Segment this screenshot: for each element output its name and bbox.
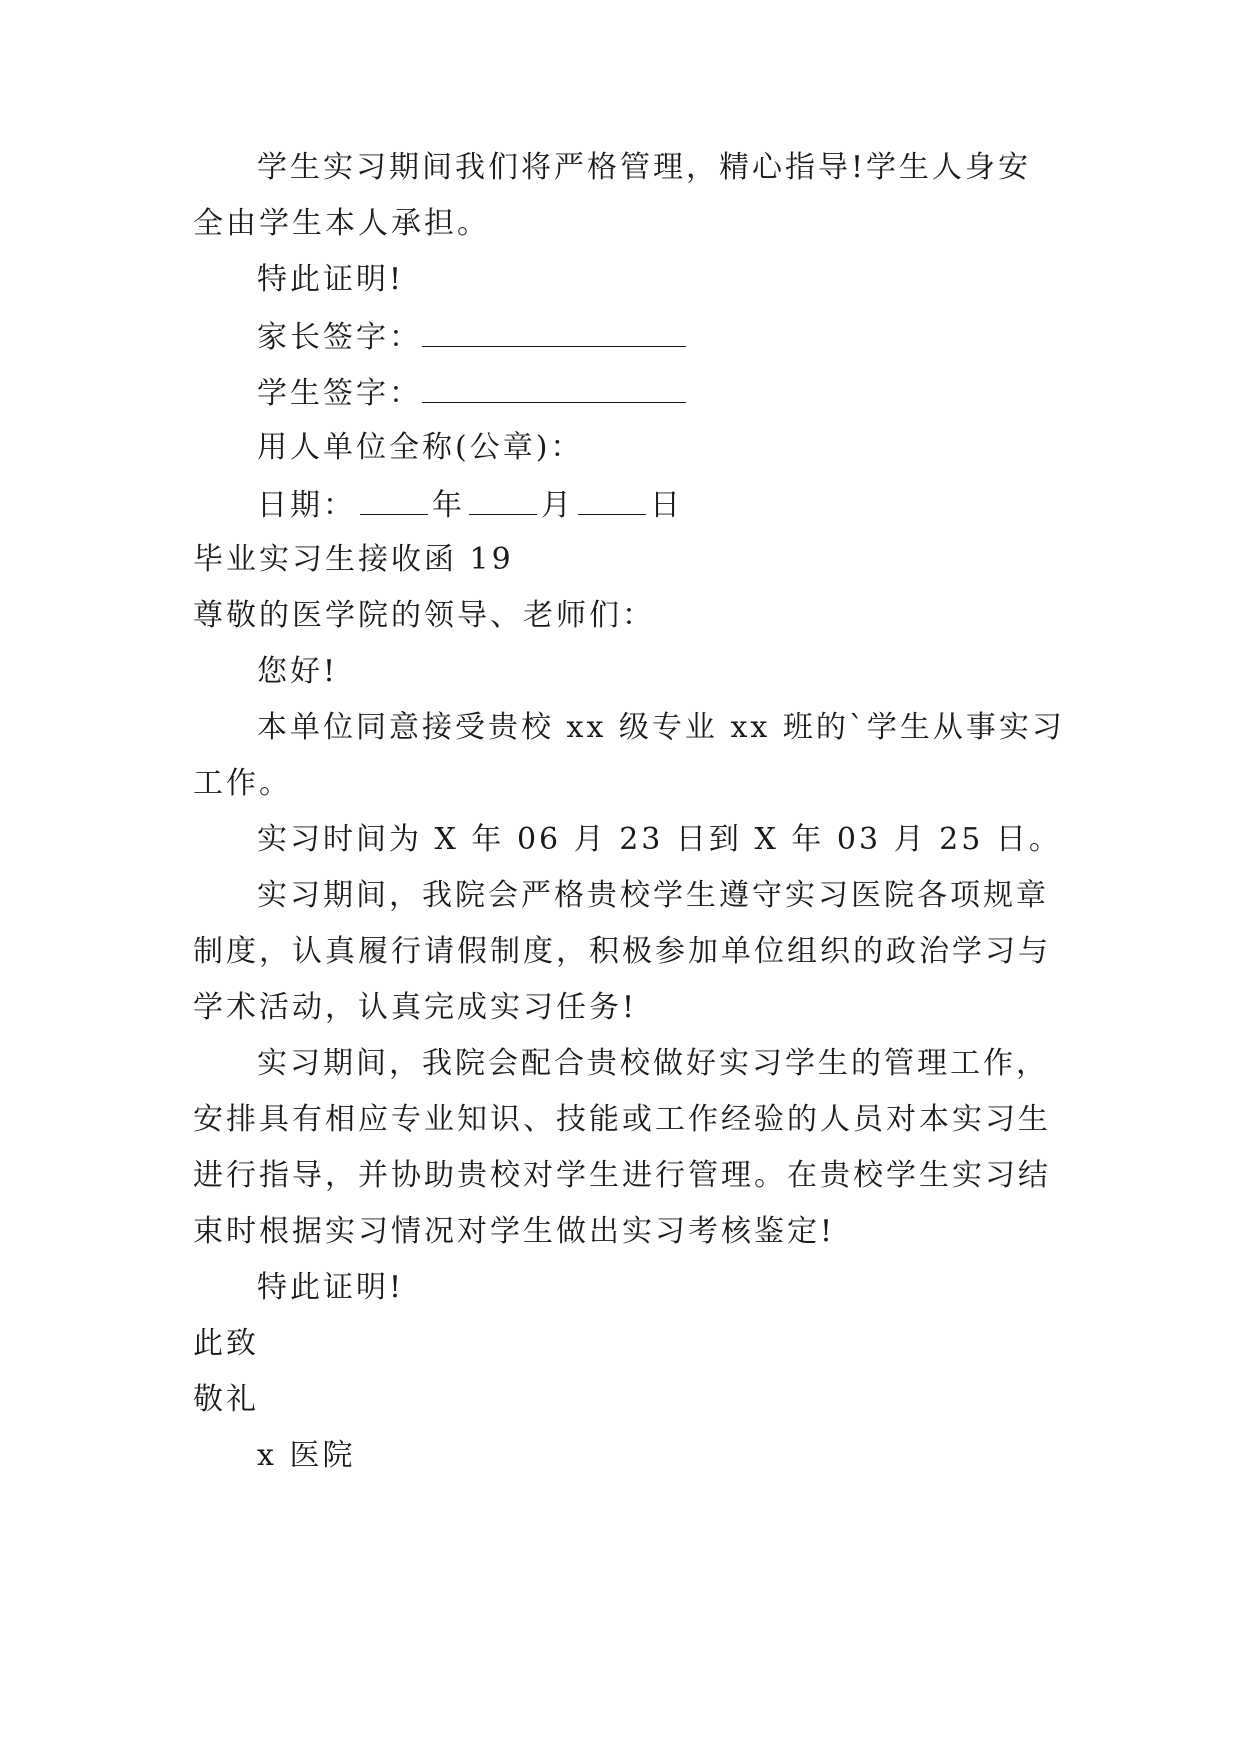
paragraph-line: 本单位同意接受贵校 xx 级专业 xx 班的`学生从事实习 (257, 710, 1065, 745)
date-year-blank (360, 486, 428, 515)
date-month-blank (469, 486, 537, 515)
closing-line: 此致 (193, 1326, 259, 1361)
paragraph-line: 制度，认真履行请假制度，积极参加单位组织的政治学习与 (193, 934, 1051, 969)
paragraph-line: 全由学生本人承担。 (193, 206, 490, 241)
paragraph-line: 进行指导，并协助贵校对学生进行管理。在贵校学生实习结 (193, 1158, 1051, 1193)
date-day-label: 日 (650, 488, 683, 523)
paragraph-line: 学生实习期间我们将严格管理，精心指导!学生人身安 (257, 150, 1032, 185)
paragraph-line: 工作。 (193, 766, 292, 801)
section-heading: 毕业实习生接收函 19 (193, 542, 514, 577)
student-signature-label: 学生签字： (257, 376, 422, 411)
closing-line: 敬礼 (193, 1382, 259, 1417)
paragraph-line: 束时根据实习情况对学生做出实习考核鉴定! (193, 1214, 836, 1249)
date-field (193, 486, 1137, 524)
salutation: 尊敬的医学院的领导、老师们： (193, 598, 655, 633)
student-signature-field (193, 374, 1137, 412)
date-month-label: 月 (541, 488, 574, 523)
parent-signature-blank (422, 318, 686, 347)
employer-name-label: 用人单位全称(公章)： (257, 430, 584, 465)
paragraph-line: 安排具有相应专业知识、技能或工作经验的人员对本实习生 (193, 1102, 1051, 1137)
internship-period: 实习时间为 X 年 06 月 23 日到 X 年 03 月 25 日。 (257, 822, 1062, 857)
paragraph-line: 实习期间，我院会严格贵校学生遵守实习医院各项规章 (257, 878, 1049, 913)
parent-signature-label: 家长签字： (257, 320, 422, 355)
date-year-label: 年 (432, 488, 465, 523)
date-day-blank (578, 486, 646, 515)
date-label: 日期： (257, 488, 356, 523)
student-signature-blank (422, 374, 686, 403)
greeting: 您好! (257, 654, 339, 689)
certification-text: 特此证明! (257, 1270, 405, 1305)
certification-text: 特此证明! (257, 262, 405, 297)
parent-signature-field (193, 318, 1137, 356)
paragraph-line: 学术活动，认真完成实习任务! (193, 990, 638, 1025)
signature-organization: x 医院 (257, 1438, 356, 1473)
paragraph-line: 实习期间，我院会配合贵校做好实习学生的管理工作， (257, 1046, 1049, 1081)
